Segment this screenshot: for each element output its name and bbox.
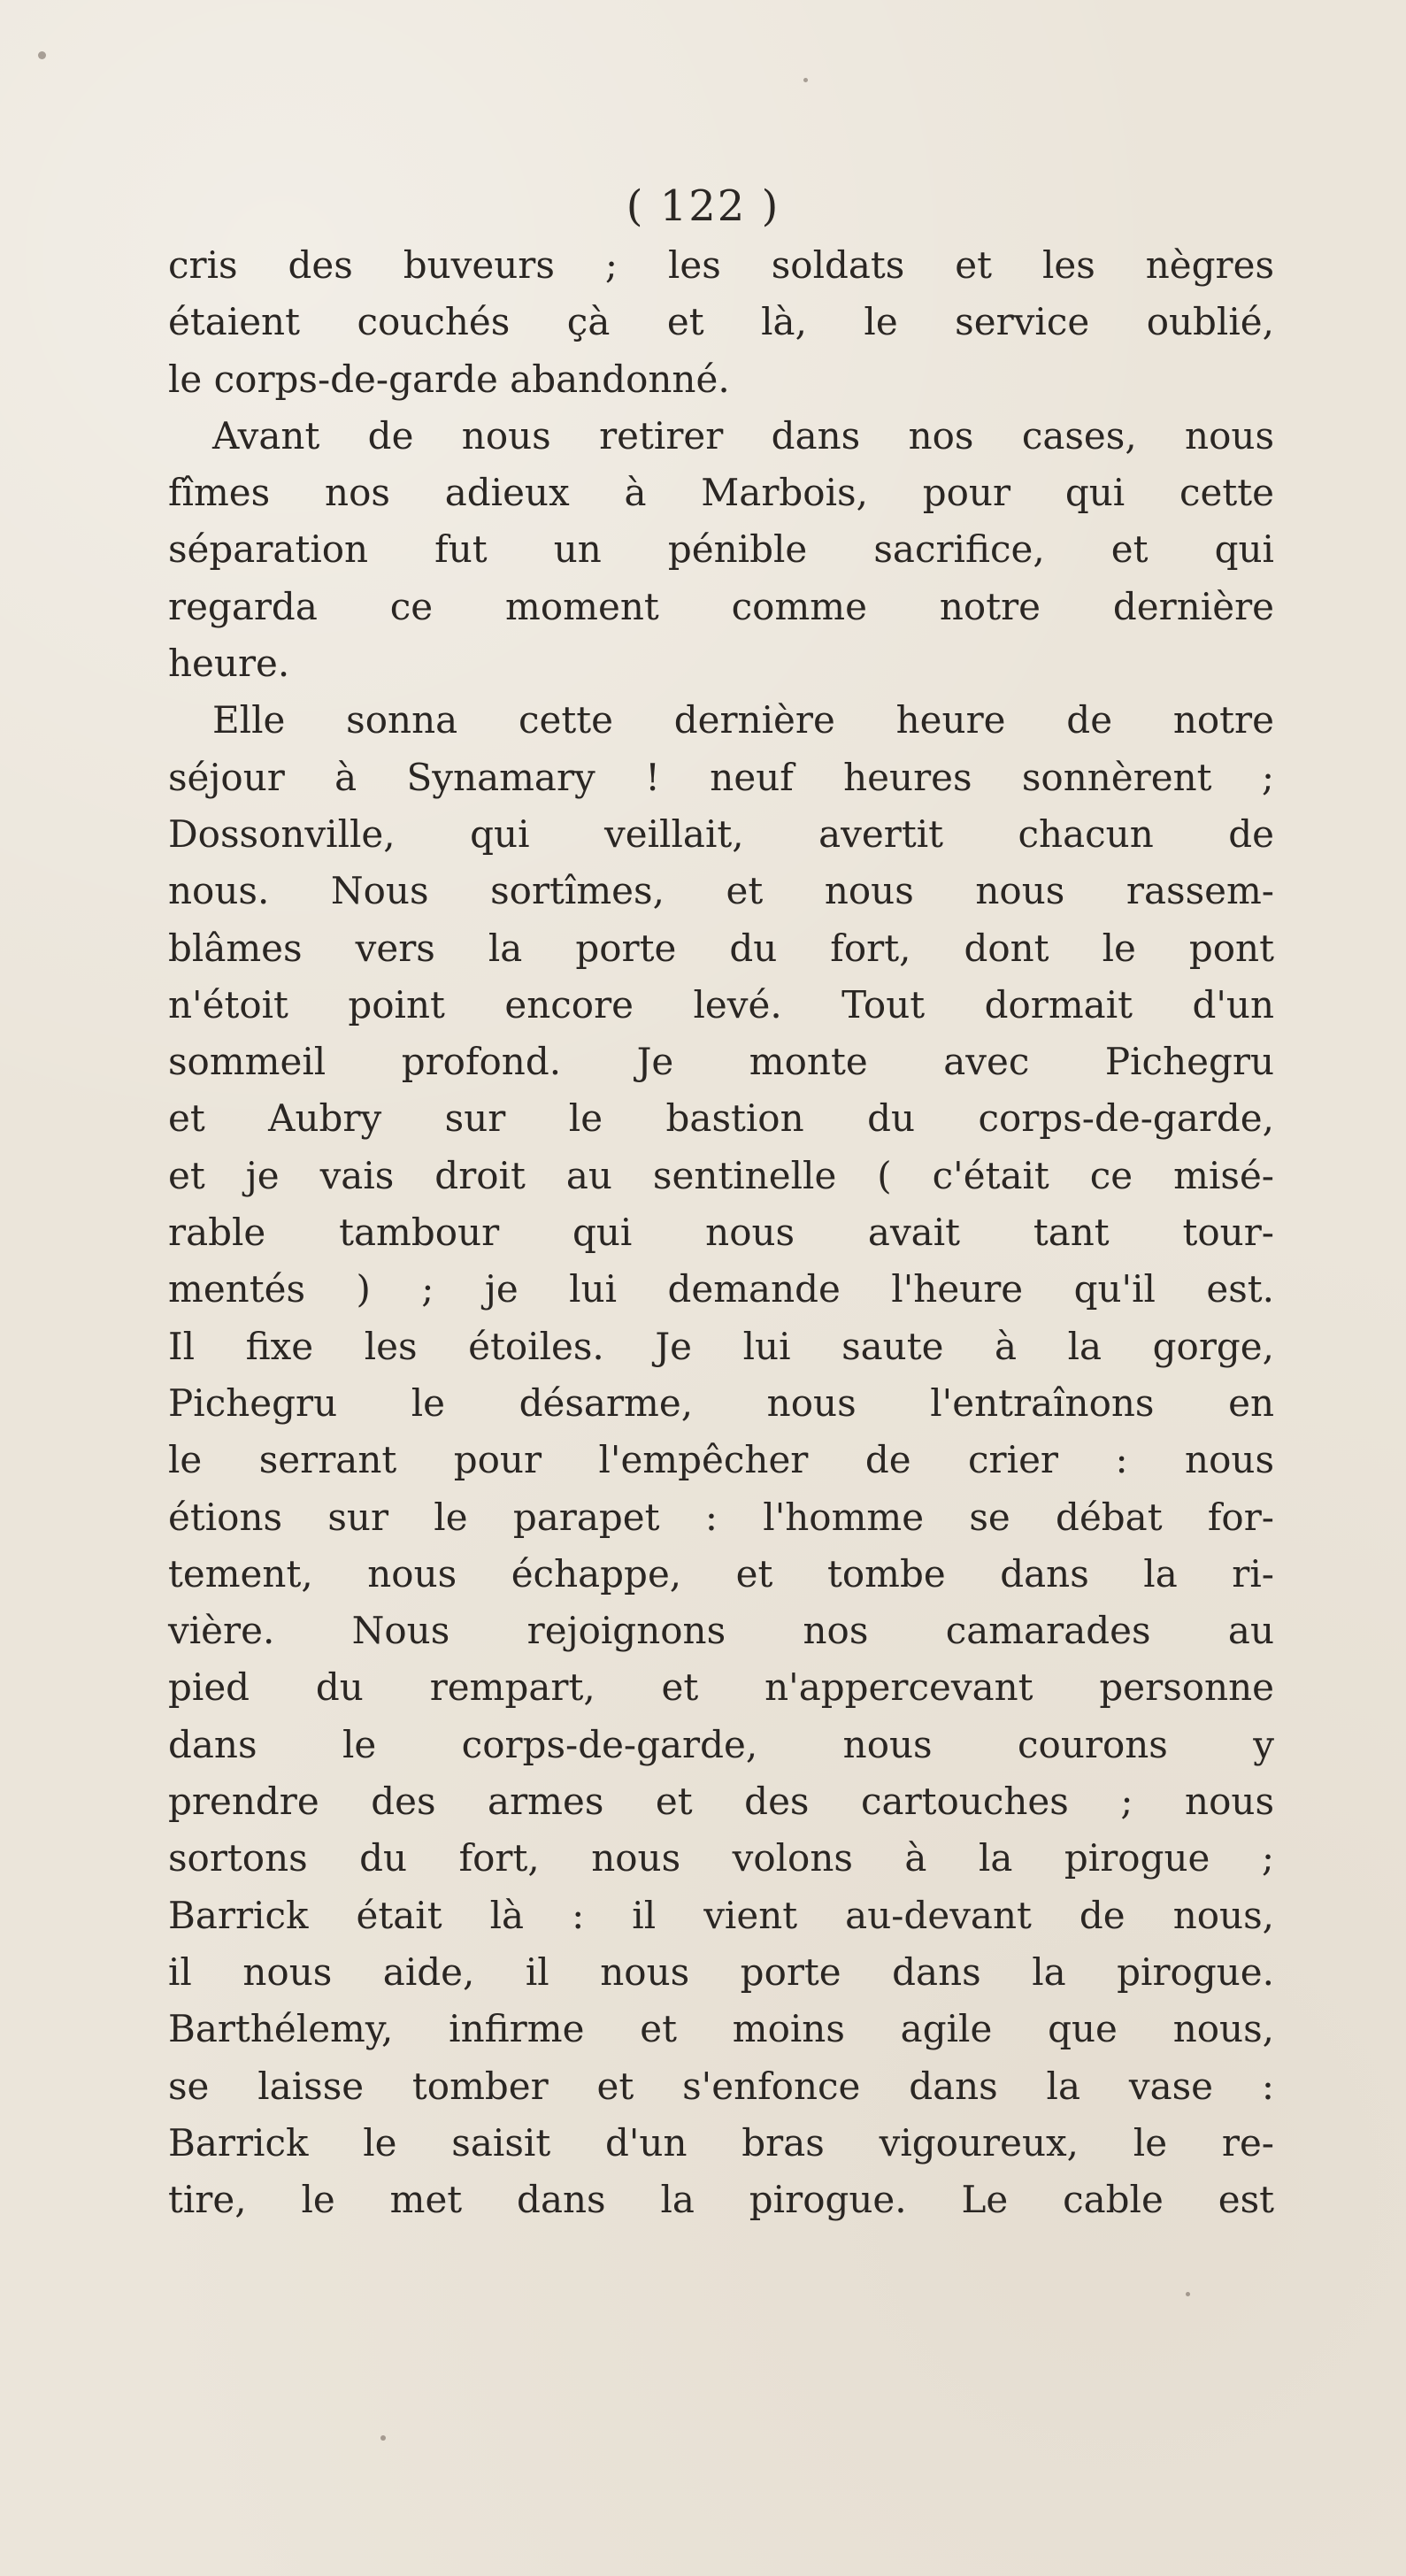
text-line: Il fixe les étoiles. Je lui saute à la gorge, [168,1324,1274,1368]
text-line: sortons du fort, nous volons à la pirogue ; [168,1836,1274,1880]
text-line: heure. [168,642,290,686]
text-line: regarda ce moment comme notre dernière [168,584,1274,628]
text-line: et je vais droit au sentinelle ( c'était ce misé- [168,1153,1274,1197]
text-line: pied du rempart, et n'appercevant personne [168,1665,1274,1710]
text-line: se laisse tomber et s'enfonce dans la vase : [168,2064,1274,2108]
ink-speck [803,78,808,82]
text-line: fîmes nos adieux à Marbois, pour qui cette [168,471,1274,515]
text-line: Barrick était là : il vient au-devant de nous, [168,1893,1274,1937]
body-text [168,237,1274,2228]
text-line: le serrant pour l'empêcher de crier : nous [168,1438,1274,1482]
text-line: Avant de nous retirer dans nos cases, nous [212,413,1274,458]
text-line: tement, nous échappe, et tombe dans la ri- [168,1551,1274,1596]
text-line: n'étoit point encore levé. Tout dormait d'un [168,982,1274,1027]
ink-speck [38,51,46,59]
text-line: Barrick le saisit d'un bras vigoureux, le re- [168,2120,1274,2165]
text-line: Dossonville, qui veillait, avertit chacun de [168,811,1274,856]
text-line: séjour à Synamary ! neuf heures sonnèrent ; [168,755,1274,799]
text-line: prendre des armes et des cartouches ; nous [168,1780,1274,1824]
text-line: mentés ) ; je lui demande l'heure qu'il est. [168,1267,1274,1311]
text-line: Barthélemy, infirme et moins agile que nous, [168,2007,1274,2051]
text-line: séparation fut un pénible sacrifice, et qui [168,527,1274,572]
text-line: et Aubry sur le bastion du corps-de-garde, [168,1096,1274,1141]
text-line: cris des buveurs ; les soldats et les nègres [168,243,1274,287]
page-number: ( 122 ) [626,181,780,231]
text-line: blâmes vers la porte du fort, dont le pont [168,926,1274,970]
text-line: Pichegru le désarme, nous l'entraînons en [168,1380,1274,1425]
text-line: il nous aide, il nous porte dans la pirogue. [168,1949,1274,1994]
ink-speck [380,2435,386,2441]
text-line: étions sur le parapet : l'homme se débat for- [168,1495,1274,1539]
ink-speck [1186,2292,1190,2296]
text-line: étaient couchés çà et là, le service oublié, [168,300,1274,344]
text-line: nous. Nous sortîmes, et nous nous rassem- [168,869,1274,913]
text-line: vière. Nous rejoignons nos camarades au [168,1609,1274,1653]
text-line: rable tambour qui nous avait tant tour- [168,1211,1274,1255]
text-line: tire, le met dans la pirogue. Le cable est [168,2178,1274,2222]
text-line: dans le corps-de-garde, nous courons y [168,1722,1274,1766]
text-line: le corps-de-garde abandonné. [168,357,730,401]
text-line: Elle sonna cette dernière heure de notre [212,698,1274,742]
text-line: sommeil profond. Je monte avec Pichegru [168,1040,1274,1084]
